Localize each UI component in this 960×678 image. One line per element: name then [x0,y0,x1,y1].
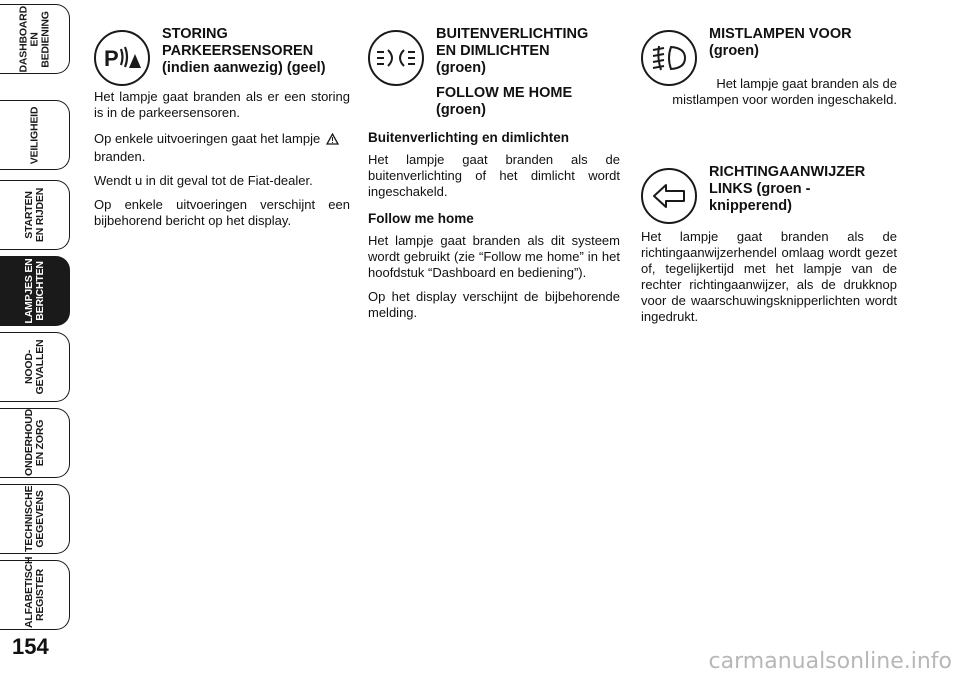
tab-starten-en-rijden[interactable] [0,180,70,250]
warning-triangle-icon [326,133,339,149]
tab-label: STARTEN EN RIJDEN [22,187,46,243]
heading-line: (groen) [709,43,759,59]
section-front-fog-lights [641,26,897,150]
section-heading [709,164,897,215]
tab-noodgevallen[interactable] [0,332,70,402]
subheading: Buitenverlichting en dimlichten [368,130,570,145]
tab-label: VEILIGHEID [28,106,40,164]
paragraph: Op het display verschijnt de bijbehorende melding. [368,289,620,320]
heading-line: LINKS (groen - [709,181,811,197]
heading-line: EN DIMLICHTEN [436,43,550,59]
paragraph-text: mistlampen voor worden ingeschakeld. [672,92,897,107]
paragraph-text: branden. [94,149,146,164]
tab-label: ONDERHOUD EN ZORG [22,408,46,476]
paragraph: Wendt u in dit geval tot de Fiat-dealer. [94,173,313,188]
tab-veiligheid[interactable] [0,100,70,170]
paragraph: Op enkele uitvoeringen verschijnt een bijbehorend bericht op het display. [94,197,350,228]
front-fog-light-icon [641,30,697,86]
section-heading [709,26,897,60]
svg-text:P: P [104,46,119,71]
section-parking-sensor-fault [94,26,350,229]
column-parking-sensors [94,26,350,229]
heading-line: FOLLOW ME HOME [436,85,573,101]
watermark: carmanualsonline.info [708,649,952,674]
column-fog-and-indicator [641,26,897,325]
paragraph-text: Het lampje gaat branden als de [716,76,897,91]
heading-line: RICHTINGAANWIJZER [709,164,866,180]
heading-line: STORING [162,26,228,42]
tab-onderhoud-en-zorg[interactable] [0,408,70,478]
paragraph: Het lampje gaat branden als de buitenverlichting of het dimlicht wordt ingeschakeld. [368,152,620,199]
paragraph: Het lampje gaat branden als er een storing is in de parkeersensoren. [94,89,350,120]
tab-technische-gegevens[interactable] [0,484,70,554]
tab-label: ALFABETISCH REGISTER [22,556,46,628]
paragraph: Het lampje gaat branden als dit systeem wordt gebruikt (zie “Follow me home” in het hoofdstuk “Dashboard en bediening”). [368,233,620,280]
heading-line: (indien aanwezig) (geel) [162,60,326,76]
subheading: Follow me home [368,211,474,226]
heading-line: BUITENVERLICHTING [436,26,589,42]
section-heading [436,26,620,119]
section-heading [162,26,350,77]
heading-line: (groen) [436,102,486,118]
headlights-icon [368,30,424,86]
page-number: 154 [12,634,49,659]
paragraph [94,131,350,165]
heading-line: MISTLAMPEN VOOR [709,26,852,42]
heading-line: PARKEERSENSOREN [162,43,314,59]
heading-line: (groen) [436,60,486,76]
tab-alfabetisch-register[interactable] [0,556,70,630]
column-exterior-lights [368,26,620,321]
tab-dashboard-en-bediening[interactable] [0,4,70,74]
left-turn-signal-icon [641,168,697,224]
section-exterior-lights [368,26,620,321]
tab-label: NOOD- GEVALLEN [22,339,46,395]
paragraph-text: Op enkele uitvoeringen gaat het lampje [94,131,321,146]
tab-label: DASHBOARD EN BEDIENING [17,5,51,72]
section-left-turn-signal [641,164,897,325]
tab-lampjes-en-berichten[interactable] [0,256,70,326]
paragraph: Het lampje gaat branden als de richtingaanwijzerhendel omlaag wordt gezet of, tegelijkertijd met het lampje van de rechter richtingaanwijzer, als de drukknop voor de waarschuwingsknipperlichten wordt ingedrukt. [641,229,897,324]
heading-line: knipperend) [709,198,792,214]
chapter-sidebar [0,0,78,640]
parking-sensor-icon [94,30,150,86]
tab-label: TECHNISCHE GEGEVENS [22,485,46,552]
tab-label: LAMPJES EN BERICHTEN [22,258,46,324]
